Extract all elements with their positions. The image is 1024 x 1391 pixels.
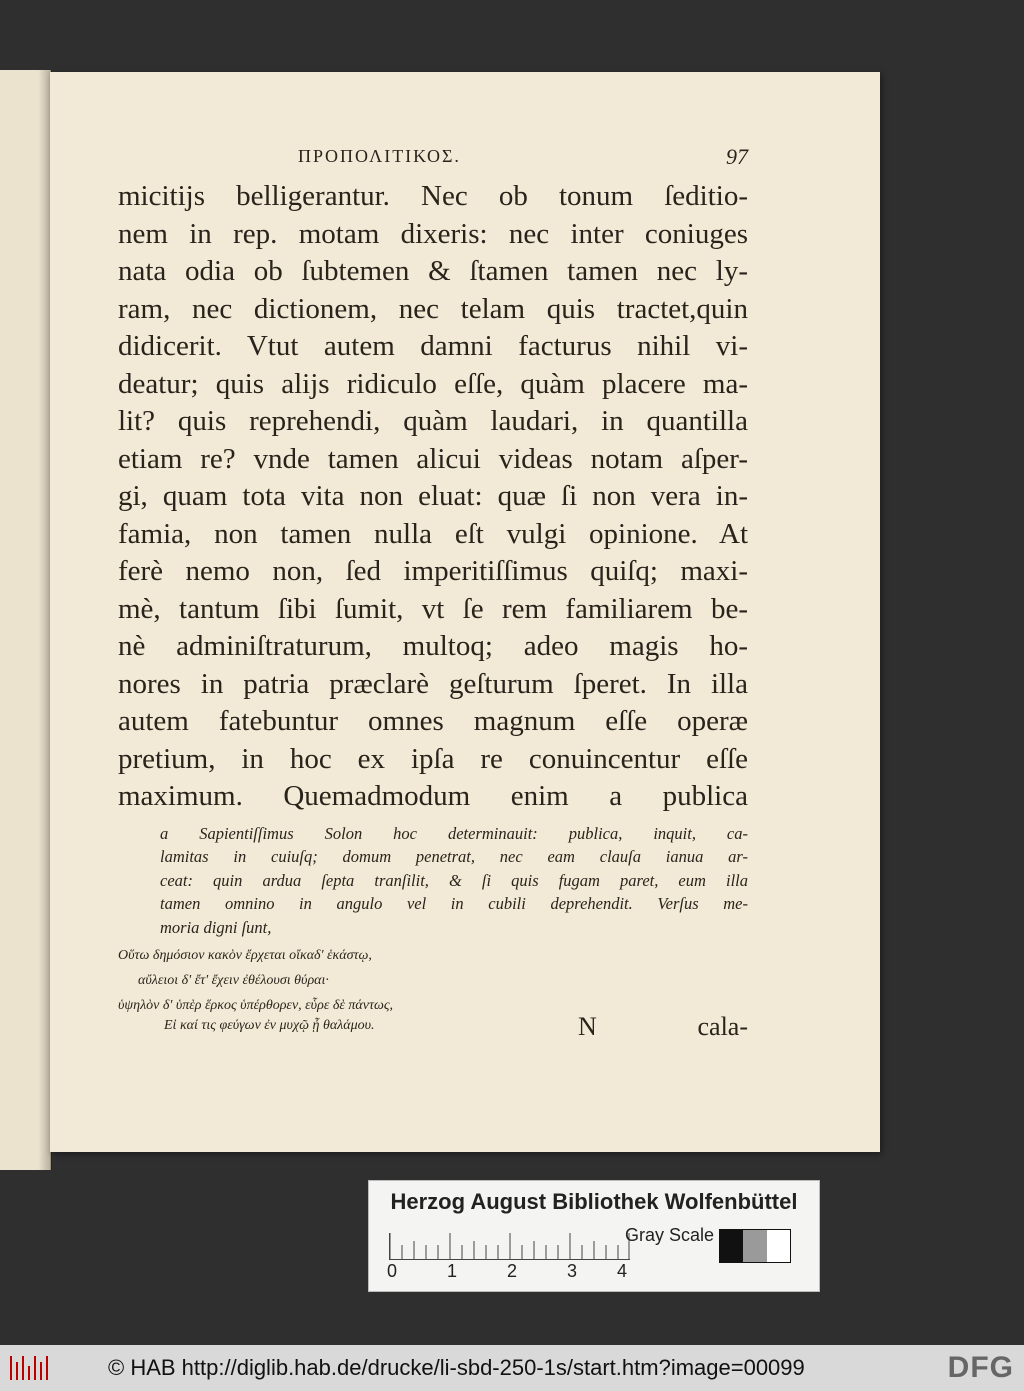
note-line: ceat: quin ardua ſepta tranſilit, & ſi quis fugam paret, eum illa <box>160 870 748 890</box>
ruler-number: 4 <box>617 1261 628 1281</box>
ruler-ticks <box>390 1233 630 1259</box>
hab-logo-icon <box>8 1353 54 1383</box>
body-line: nem in rep. motam dixeris: nec inter coniuges <box>118 217 748 250</box>
ruler-number: 3 <box>567 1261 578 1281</box>
body-line: nè adminiſtraturum, multoq; adeo magis ho- <box>118 630 748 662</box>
ruler-numbers <box>383 1261 643 1283</box>
grayscale-swatches <box>719 1229 791 1263</box>
body-line: lit? quis reprehendi, quàm laudari, in quantilla <box>118 405 748 437</box>
body-line: pretium, in hoc ex ipſa re conuincentur eſſe <box>118 742 748 775</box>
body-line: famia, non tamen nulla eſt vulgi opinione. At <box>118 517 748 550</box>
scale-ruler <box>389 1233 630 1260</box>
note-line: tamen omnino in angulo vel in cubili deprehendit. Verſus me- <box>160 894 748 913</box>
body-line: etiam re? vnde tamen alicui videas notam aſper- <box>118 442 748 475</box>
marginal-note <box>118 822 748 940</box>
swatch-gray <box>743 1230 766 1262</box>
grayscale-label: Gray Scale <box>625 1225 715 1245</box>
body-line: autem fatebuntur omnes magnum eſſe operæ <box>118 705 748 737</box>
body-line: didicerit. Vtut autem damni facturus nihil vi- <box>118 330 748 362</box>
greek-line: αὔλειοι δ' ἔτ' ἔχειν ἐθέλουσι θύραι· <box>138 973 329 988</box>
body-line: gi, quam tota vita non eluat: quæ ſi non vera in- <box>118 480 748 512</box>
color-reference-card <box>368 1180 820 1292</box>
ruler-number: 0 <box>387 1261 398 1281</box>
library-name: Herzog August Bibliothek Wolfenbüttel <box>390 1189 798 1214</box>
greek-verses <box>118 943 748 1043</box>
body-line: ram, nec dictionem, nec telam quis tractet,quin <box>118 292 748 325</box>
body-line: deatur; quis alijs ridiculo eſſe, quàm placere ma- <box>118 367 748 400</box>
book-page <box>50 72 880 1152</box>
ruler-number: 1 <box>447 1261 458 1281</box>
copyright-url[interactable]: © HAB http://diglib.hab.de/drucke/li-sbd-250-1s/start.htm?image=00099 <box>108 1355 805 1380</box>
body-line: mè, tantum ſibi ſumit, vt ſe rem familiarem be- <box>118 592 748 625</box>
body-line: nata odia ob ſubtemen & ſtamen tamen nec ly- <box>118 255 748 287</box>
ruler-number: 2 <box>507 1261 518 1281</box>
running-head <box>118 144 748 178</box>
note-line: moria digni ſunt, <box>160 917 272 937</box>
body-line: micitijs belligerantur. Nec ob tonum ſeditio- <box>118 180 748 212</box>
greek-line: ὑψηλὸν δ' ὑπὲρ ἕρκος ὑπέρθορεν, εὗρε δὲ πάντως, <box>118 998 394 1013</box>
dfg-logo: DFG <box>947 1351 1014 1384</box>
greek-line: Οὕτω δημόσιον κακὸν ἔρχεται οἴκαδ' ἑκάστῳ, <box>118 948 372 963</box>
catchword: cala- <box>697 1012 748 1041</box>
page-number: 97 <box>726 144 748 169</box>
body-text <box>118 178 748 816</box>
page-content <box>118 144 748 1043</box>
greek-last-row <box>118 1012 748 1043</box>
note-line: lamitas in cuiuſq; domum penetrat, nec eam clauſa ianua ar- <box>160 847 748 866</box>
swatch-dark <box>720 1230 743 1262</box>
footer-bar <box>0 1345 1024 1391</box>
swatch-white <box>767 1230 790 1262</box>
greek-line: Εἰ καί τις φεύγων ἐν μυχῷ ᾖ θαλάμου. <box>164 1018 375 1033</box>
body-line: nores in patria præclarè geſturum ſperet. In illa <box>118 667 748 700</box>
body-line: ferè nemo non, ſed imperitiſſimus quiſq; maxi- <box>118 555 748 587</box>
body-line: maximum. Quemadmodum enim a publica <box>118 780 748 812</box>
note-line: a Sapientiſſimus Solon hoc determinauit: publica, inquit, ca- <box>160 823 748 843</box>
signature-mark: N <box>578 1012 597 1041</box>
running-title: ΠΡΟΠΟΛΙΤΙΚΟΣ. <box>298 146 461 166</box>
